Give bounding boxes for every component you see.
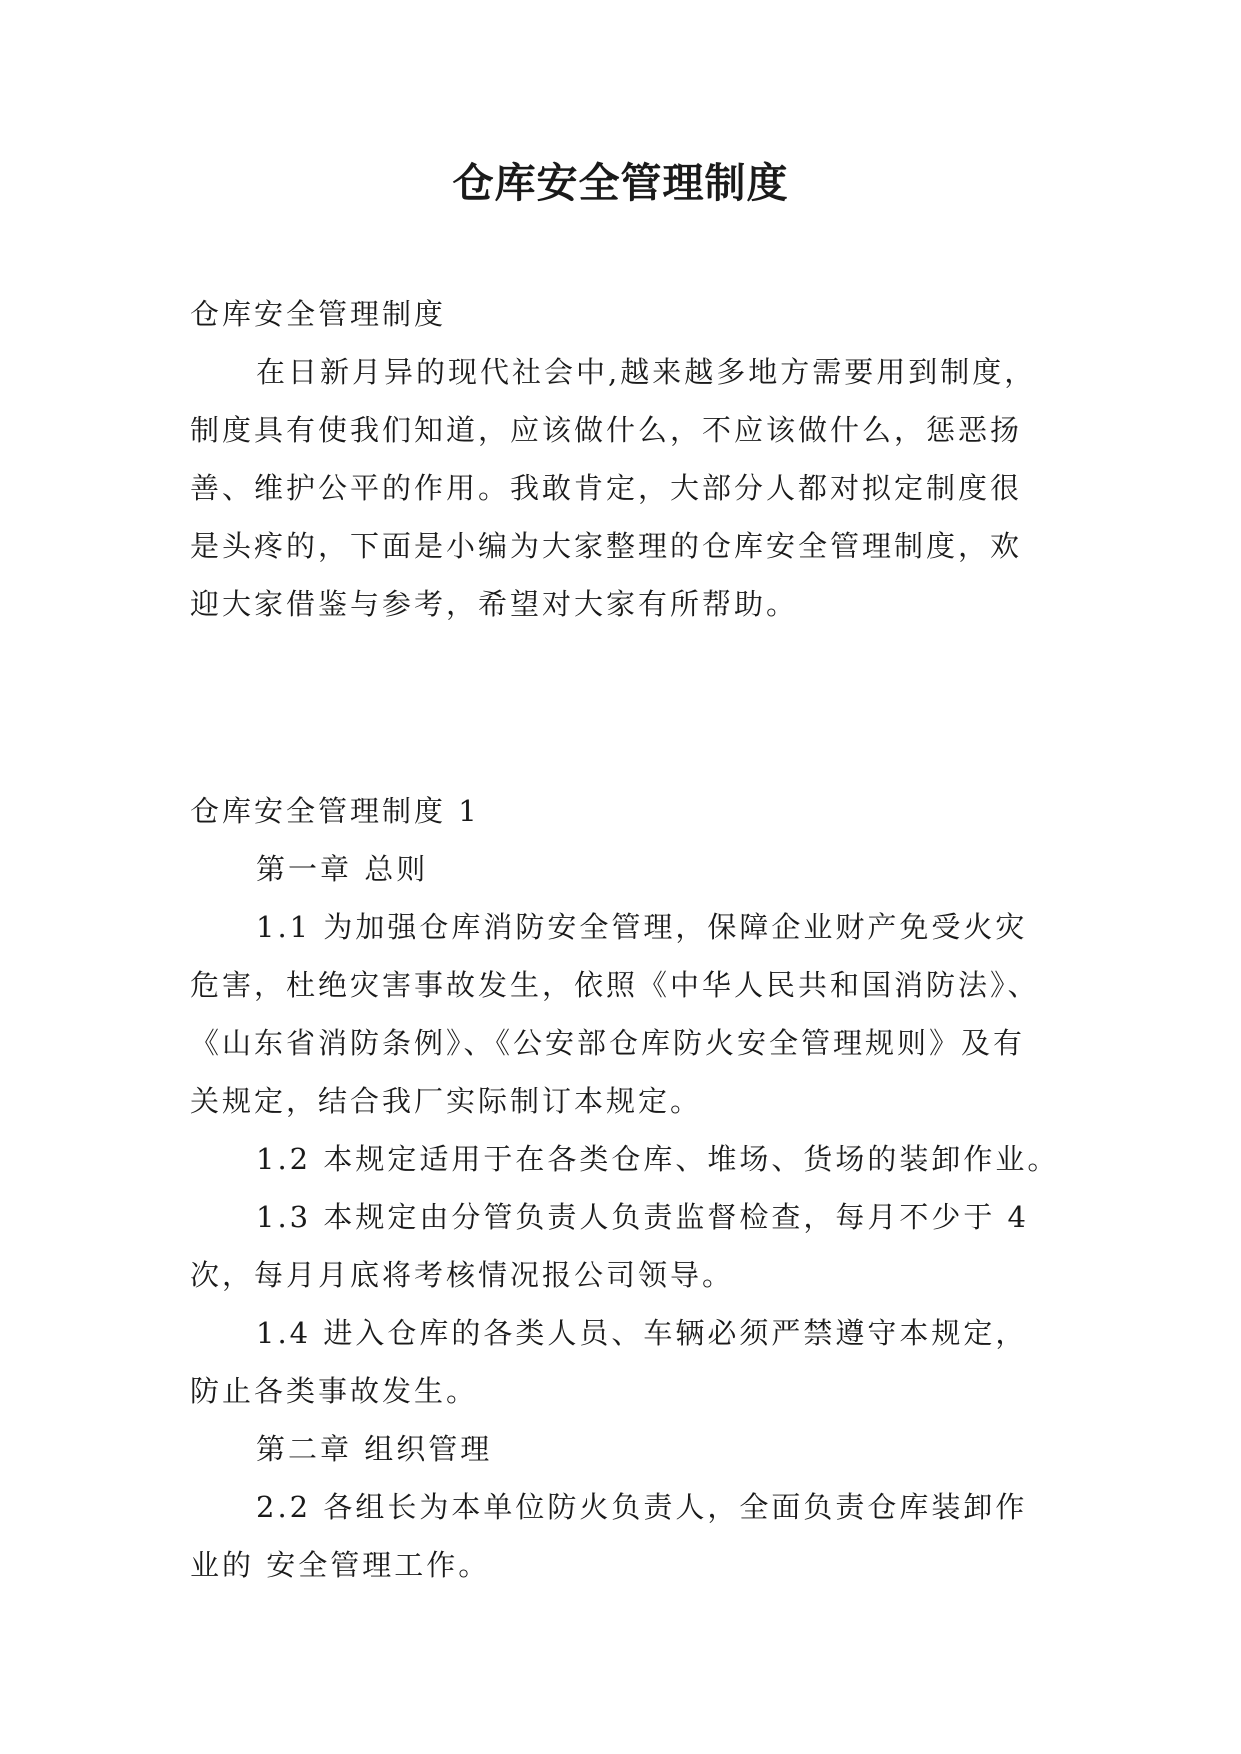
section-spacer [190, 633, 1090, 782]
intro-heading: 仓库安全管理制度 [190, 297, 447, 331]
intro-line: 制度具有使我们知道，应该做什么，不应该做什么，惩恶扬 [190, 413, 1023, 447]
clause-2-2-line: 2.2 各组长为本单位防火负责人，全面负责仓库装卸作 [256, 1490, 1028, 1524]
clause-2-2-line: 业的 安全管理工作。 [190, 1548, 491, 1582]
chapter-heading: 第二章 组织管理 [256, 1432, 493, 1466]
clause-1-1-line: 1.1 为加强仓库消防安全管理，保障企业财产免受火灾 [256, 910, 1028, 944]
clause-1-3-line: 次，每月月底将考核情况报公司领导。 [190, 1258, 735, 1292]
clause-1-4-line: 1.4 进入仓库的各类人员、车辆必须严禁遵守本规定， [256, 1316, 1028, 1350]
chapter-heading: 第一章 总则 [256, 852, 429, 886]
clause-1-2: 1.2 本规定适用于在各类仓库、堆场、货场的装卸作业。 [256, 1142, 1060, 1176]
document-title: 仓库安全管理制度 [452, 159, 789, 207]
intro-line: 在日新月异的现代社会中,越来越多地方需要用到制度， [256, 355, 1037, 389]
clause-1-4-line: 防止各类事故发生。 [190, 1374, 479, 1408]
clause-1-1-line: 危害，杜绝灾害事故发生，依照《中华人民共和国消防法》、 [190, 968, 1040, 1002]
clause-1-3-line: 1.3 本规定由分管负责人负责监督检查，每月不少于 4 [256, 1200, 1030, 1234]
section-heading: 仓库安全管理制度 1 [190, 794, 480, 828]
intro-line: 迎大家借鉴与参考，希望对大家有所帮助。 [190, 587, 799, 621]
intro-line: 是头疼的，下面是小编为大家整理的仓库安全管理制度，欢 [190, 529, 1023, 563]
intro-line: 善、维护公平的作用。我敢肯定，大部分人都对拟定制度很 [190, 471, 1023, 505]
clause-1-1-line: 《山东省消防条例》、《公安部仓库防火安全管理规则》及有 [190, 1026, 1026, 1060]
document-body [190, 285, 1090, 1594]
clause-1-1-line: 关规定，结合我厂实际制订本规定。 [190, 1084, 703, 1118]
